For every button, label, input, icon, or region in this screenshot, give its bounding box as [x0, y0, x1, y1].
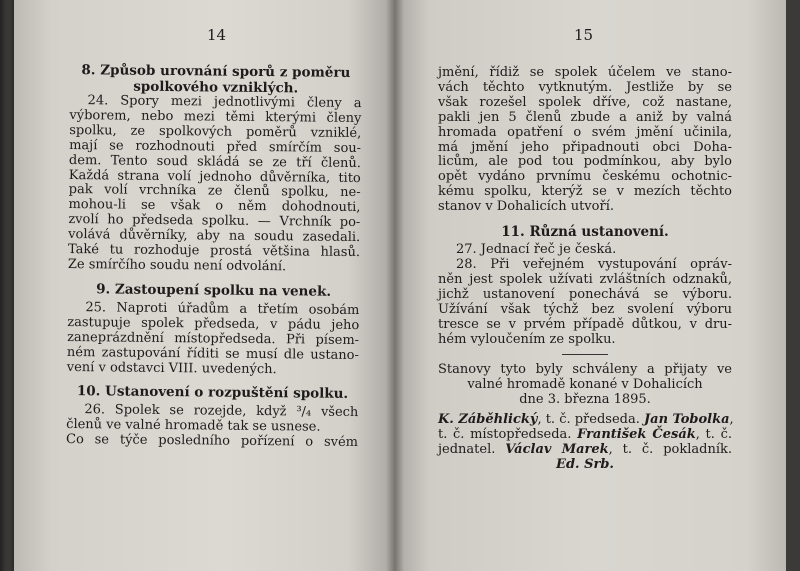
text-line: kému spolku, kterýž se v mezích těchto: [438, 184, 732, 200]
text-line: výborem, nebo mezi těmi kterými členy: [69, 107, 362, 126]
signature-line: [438, 413, 732, 428]
text-line: spolku, ze spolkových poměrů vzniklé,: [69, 122, 362, 141]
text-line: Také tu rozhoduje prostá většina hlasů.: [67, 242, 361, 261]
text-line: 24. Spory mezi jednotlivými členy a: [87, 93, 362, 112]
approval-note: [438, 363, 732, 408]
page-number-left: 14: [207, 26, 227, 44]
signer-role: , t. č. předseda.: [537, 412, 640, 428]
paragraph-27: 27. Jednací řeč je česká.: [456, 242, 617, 258]
text-line: Stanovy tyto byly schváleny a přijaty ve: [438, 362, 732, 378]
text-line: něn jest spolek užívati zvláštních odznaků,: [438, 271, 732, 287]
text-line: zastupuje spolek předseda, v pádu jeho: [67, 314, 360, 333]
text-line: ném zastupování říditi se musí dle ustano-: [66, 344, 360, 363]
text-line: má jmění jeho připadnouti obci Doha-: [438, 139, 732, 155]
section-11-heading: 11. Různá ustanovení.: [501, 224, 669, 241]
section-9-heading: 9. Zastoupení spolku na venek.: [96, 281, 332, 300]
book-gutter: [386, 0, 404, 571]
right-page-text: [438, 66, 732, 473]
text-line: 28. Při veřejném vystupování opráv-: [456, 256, 732, 272]
signatures: [438, 413, 732, 473]
signer-name: Václav Marek: [505, 441, 609, 457]
text-line: 25. Naproti úřadům a třetím osobám: [85, 300, 360, 318]
text-line: mohou-li se však o něm dohodnouti,: [68, 197, 361, 216]
text-line: pakli jen 5 členů zbude a aniž by valná: [438, 109, 732, 125]
text-line: tresce se v prvém případě důtkou, v dru-: [438, 316, 732, 332]
paragraph-26-continued: [438, 66, 732, 215]
signer-role: t. č. místopředseda.: [438, 427, 572, 443]
signer-role: , t. č. pokladník.: [608, 441, 732, 457]
text-line: vení v odstavci VIII. uvedených.: [66, 359, 277, 377]
text-line: volává důvěrníky, aby na soudu zasedali.: [68, 227, 361, 246]
signer-name: K. Záběhlický: [438, 412, 538, 428]
text-line: členů ve valné hromadě tak se usnese.: [66, 417, 321, 435]
text-line: hém vyloučením ze spolku.: [438, 331, 616, 347]
section-10-heading: 10. Ustanovení o rozpuštění spolku.: [76, 383, 349, 403]
text-line: jmění, řídiž se spolek účelem ve stano-: [438, 65, 732, 80]
text-line: Co se týče posledního pořízení o svém: [65, 432, 359, 451]
signer-name: Jan Tobolka: [644, 412, 730, 428]
text-line: valné hromadě konané v Dohalicích: [467, 377, 703, 393]
text-line: vách těchto vytknutým. Jestliže by se: [438, 79, 732, 95]
text-line: mají se rozhodnouti před smírčím sou-: [69, 137, 362, 156]
left-page: [14, 0, 394, 571]
text-line: dem. Tento soud skládá se ze tří členů.: [68, 152, 362, 171]
text-line: pak volí vrchníka ze členů spolku, ne-: [68, 182, 361, 201]
text-line: však rozešel spolek dříve, což nastane,: [438, 94, 732, 110]
text-line: hromada opatření o svém jmění učinila,: [438, 124, 732, 140]
text-line: jichž ustanovení ponechává se výboru.: [438, 286, 732, 302]
signature-line: [438, 458, 732, 473]
text-line: opět vydáno prvnímu českému ochotnic-: [438, 169, 732, 185]
section-8-heading-line-2: spolkového vzniklých.: [133, 78, 299, 97]
paragraph-28: [438, 258, 732, 347]
signer-name: Ed. Srb.: [556, 456, 614, 472]
signer-role: ,: [729, 412, 734, 428]
text-line: dne 3. března 1895.: [519, 392, 651, 408]
signer-name: František Česák: [577, 427, 696, 443]
text-line: zaneprázdnění místopředseda. Při písem-: [67, 329, 360, 348]
signer-role: , t. č.: [695, 427, 732, 443]
text-line: stanov v Dohalicích utvoří.: [438, 199, 614, 215]
signature-line: [438, 443, 732, 458]
text-line: Užívání však týchž bez svolení výboru: [438, 301, 732, 317]
left-page-text: [66, 62, 362, 451]
text-line: Ze smírčího soudu není odvolání.: [67, 256, 287, 275]
signer-role: jednatel.: [438, 441, 496, 457]
right-page: [394, 0, 786, 571]
page-number-right: 15: [574, 26, 594, 44]
section-8-heading-line-1: 8. Způsob urovnání sporů z poměru: [81, 62, 351, 81]
paragraph-25: [67, 301, 360, 379]
text-line: licům, ale pod tou podmínkou, aby bylo: [438, 154, 732, 170]
divider-rule: [562, 354, 608, 355]
paragraph-24: [68, 94, 362, 276]
text-line: 26. Spolek se rozejde, když ³/₄ všech: [84, 402, 359, 421]
text-line: zvolí ho předseda spolku. — Vrchník po-: [68, 212, 361, 231]
text-line: Každá strana volí jednoho důvěrníka, tito: [68, 167, 361, 186]
signature-line: [438, 428, 732, 443]
paragraph-26: [66, 403, 358, 451]
